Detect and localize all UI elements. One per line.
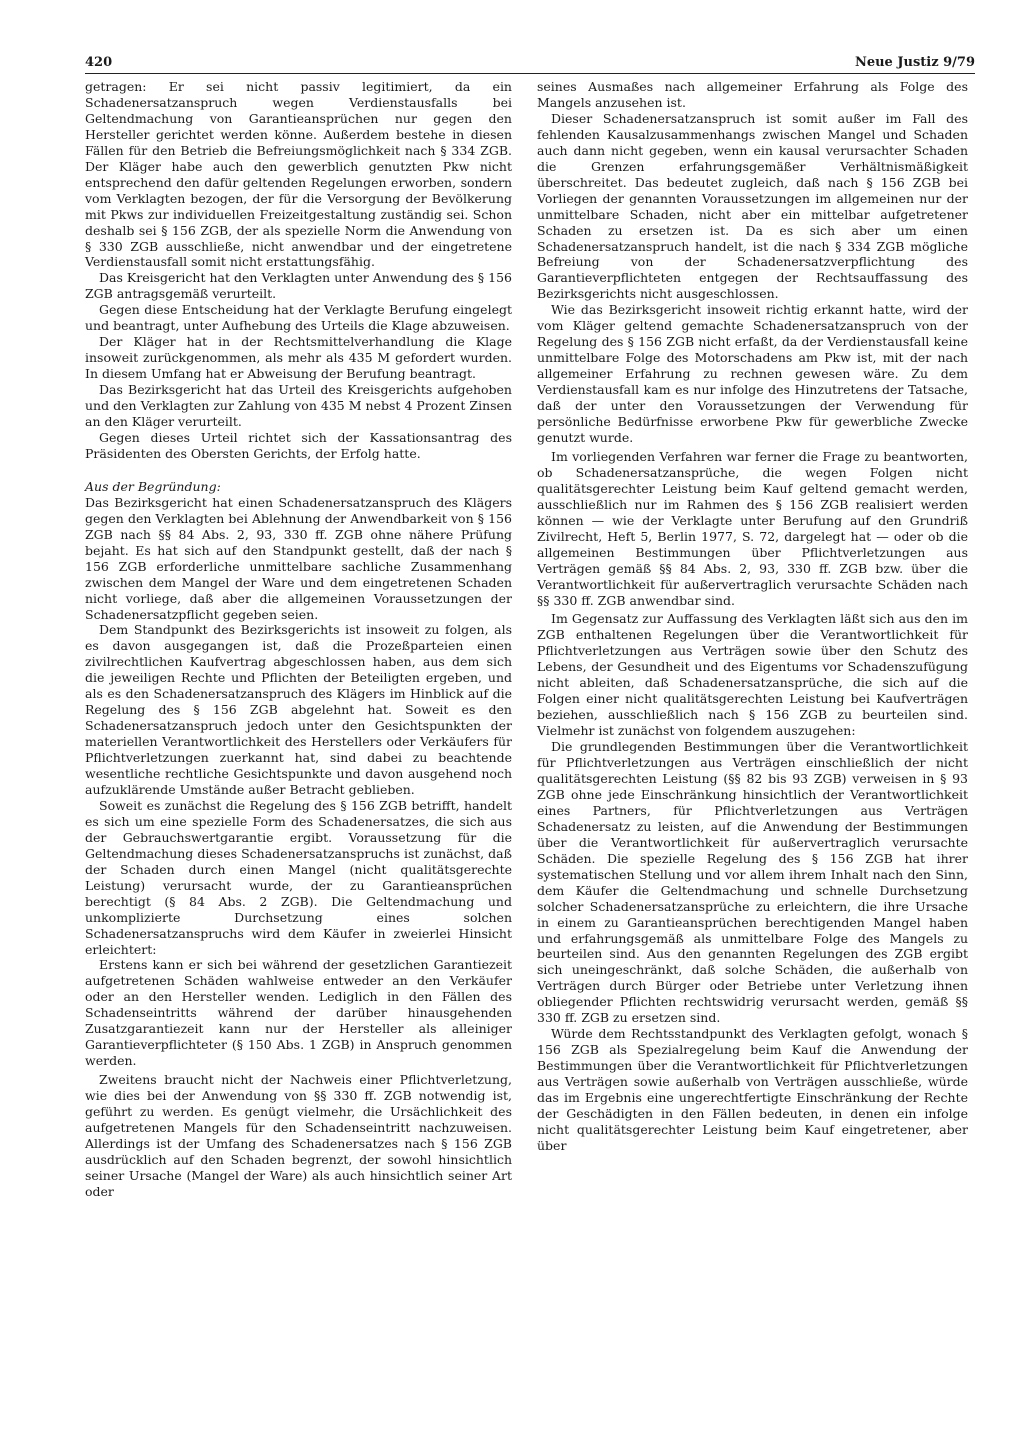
page-header xyxy=(85,55,975,74)
paragraph: Gegen diese Entscheidung hat der Verklagte Berufung eingelegt und beantragt, unter Aufhebung des Urteils die Klage abzuweisen. xyxy=(85,302,512,334)
paragraph: Wie das Bezirksgericht insoweit richtig erkannt hatte, wird der vom Kläger geltend gemachte Schadenersatzanspruch von der Regelung des § 156 ZGB nicht erfaßt, da der Verdienstausfall keine unmittelbare Folge des Motorschadens am Pkw ist, mit der nach allgemeiner Erfahrung zu rechnen gewesen wäre. Zu dem Verdienstausfall kam es nur infolge des Hinzutretens der Tatsache, daß der unter den Voraussetzungen der Verwendung für persönliche Bedürfnisse erworbene Pkw für gewerbliche Zwecke genutzt wurde. xyxy=(537,302,968,445)
right-column xyxy=(537,79,968,1154)
paragraph: Das Bezirksgericht hat einen Schadenersatzanspruch des Klägers gegen den Verklagten bei Ablehnung der Anwendbarkeit von § 156 ZGB nach §§ 84 Abs. 2, 93, 330 ff. ZGB ohne nähere Prüfung bejaht. Es hat sich auf den Standpunkt gestellt, daß der nach § 156 ZGB erforderliche unmittelbare sachliche Zusammenhang zwischen dem Mangel der Ware und dem eingetretenen Schaden nicht vorliege, daß aber die allgemeinen Voraussetzungen der Schadenersatzpflicht gegeben seien. xyxy=(85,494,512,622)
paragraph: Gegen dieses Urteil richtet sich der Kassationsantrag des Präsidenten des Obersten Gerichts, der Erfolg hatte. xyxy=(85,429,512,461)
paragraph: Das Kreisgericht hat den Verklagten unter Anwendung des § 156 ZGB antragsgemäß verurteilt. xyxy=(85,270,512,302)
paragraph: Würde dem Rechtsstandpunkt des Verklagten gefolgt, wonach § 156 ZGB als Spezialregelung beim Kauf die Anwendung der Bestimmungen über die Verantwortlichkeit für Pflichtverletzungen aus Verträgen sowie außerhalb von Verträgen ausschließe, würde das im Ergebnis eine ungerechtfertigte Einschränkung der Rechte der Geschädigten in den Fällen bedeuten, in denen ein infolge nicht qualitätsgerechter Leistung beim Kauf eingetretener, aber über xyxy=(537,1026,968,1153)
paragraph: Die grundlegenden Bestimmungen über die Verantwortlichkeit für Pflichtverletzungen aus Verträgen einschließlich der nicht qualitätsgerechten Leistung (§§ 82 bis 93 ZGB) verweisen in § 93 ZGB ohne jede Einschränkung hinsichtlich der Verantwortlichkeit eines Partners, für Pflichtverletzungen aus Verträgen Schadenersatz zu leisten, auf die Anwendung der Bestimmungen über die Verantwortlichkeit für außervertraglich verursachte Schäden. Die spezielle Regelung des § 156 ZGB hat ihrer systematischen Stellung und vor allem ihrem Inhalt nach den Sinn, dem Käufer die Geltendmachung und schnelle Durchsetzung solcher Schadenersatzansprüche zu erleichtern, die ihre Ursache in einem zu Garantieansprüchen berechtigenden Mangel haben und erfahrungsgemäß als unmittelbare Folge des Mangels zu beurteilen sind. Aus den genannten Regelungen des ZGB ergibt sich uneingeschränkt, daß solche Schäden, die außerhalb von Verträgen durch Bürger oder Betriebe unter Verletzung ihnen obliegender Pflichten rechtswidrig verursacht werden, gemäß §§ 330 ff. ZGB zu ersetzen sind. xyxy=(537,739,968,1026)
paragraph: Dem Standpunkt des Bezirksgerichts ist insoweit zu folgen, als es davon ausgegangen ist, daß die Prozeßparteien einen zivilrechtlichen Kaufvertrag abgeschlossen haben, aus dem sich die jeweiligen Rechte und Pflichten der Beteiligten ergeben, und als es den Schadenersatzanspruch des Klägers im Hinblick auf die Regelung des § 156 ZGB abgelehnt hat. Soweit es den Schadenersatzanspruch jedoch unter den Gesichtspunkten der materiellen Verantwortlichkeit des Herstellers oder Verkäufers für Pflichtverletzungen zuerkannt hat, sind dabei zu beachtende wesentliche rechtliche Gesichtspunkte und davon ausgehend noch aufzuklärende Umstände außer Betracht geblieben. xyxy=(85,622,512,797)
journal-title: Neue Justiz 9/79 xyxy=(854,55,975,70)
paragraph: Im Gegensatz zur Auffassung des Verklagten läßt sich aus den im ZGB enthaltenen Regelungen über die Verantwortlichkeit für Pflichtverletzungen aus Verträgen sowie über den Schutz des Lebens, der Gesundheit und des Eigentums vor Schadenszufügung nicht ableiten, daß Schadenersatzansprüche, die sich auf die Folgen einer nicht qualitätsgerechten Leistung bei Kaufverträgen beziehen, ausschließlich nach § 156 ZGB zu beurteilen sind. Vielmehr ist zunächst von folgendem auszugehen: xyxy=(537,611,968,739)
left-column xyxy=(85,79,512,1200)
paragraph: seines Ausmaßes nach allgemeiner Erfahrung als Folge des Mangels anzusehen ist. xyxy=(537,79,968,110)
paragraph: Dieser Schadenersatzanspruch ist somit außer im Fall des fehlenden Kausalzusammenhangs zwischen Mangel und Schaden auch dann nicht gegeben, wenn ein kausal verursachter Schaden die Grenzen erfahrungsgemäßer Verhältnismäßigkeit überschreitet. Das bedeutet zugleich, daß nach § 156 ZGB bei Vorliegen der genannten Voraussetzungen im allgemeinen nur der unmittelbare Schaden, nicht aber ein mittelbar aufgetretener Schaden zu ersetzen ist. Da es sich aber um einen Schadenersatzanspruch handelt, ist die nach § 334 ZGB mögliche Befreiung von der Schadenersatzverpflichtung des Garantieverpflichteten entgegen der Rechtsauffassung des Bezirksgerichts nicht ausgeschlossen. xyxy=(537,110,968,302)
paragraph: Zweitens braucht nicht der Nachweis einer Pflichtverletzung, wie dies bei der Anwendung von §§ 330 ff. ZGB notwendig ist, geführt zu werden. Es genügt vielmehr, die Ursächlichkeit des aufgetretenen Mangels für den Schadenseintritt nachzuweisen. Allerdings ist der Umfang des Schadenersatzes nach § 156 ZGB ausdrücklich auf den Schaden begrenzt, der sowohl hinsichtlich seiner Ursache (Mangel der Ware) als auch hinsichtlich seiner Art oder xyxy=(85,1072,512,1199)
section-heading: Aus der Begründung: xyxy=(85,478,221,494)
paragraph: Soweit es zunächst die Regelung des § 156 ZGB betrifft, handelt es sich um eine spezielle Form des Schadenersatzes, die sich aus der Gebrauchswertgarantie ergibt. Voraussetzung für die Geltendmachung dieses Schadenersatzanspruchs ist zunächst, daß der Schaden durch einen Mangel (nicht qualitätsgerechte Leistung) verursacht wurde, der zu Garantieansprüchen berechtigt (§ 84 Abs. 2 ZGB). Die Geltendmachung und unkomplizierte Durchsetzung eines solchen Schadenersatzanspruchs wird dem Käufer in zweierlei Hinsicht erleichtert: xyxy=(85,797,512,957)
paragraph: Das Bezirksgericht hat das Urteil des Kreisgerichts aufgehoben und den Verklagten zur Zahlung von 435 M nebst 4 Prozent Zinsen an den Kläger verurteilt. xyxy=(85,382,512,430)
paragraph: Der Kläger hat in der Rechtsmittelverhandlung die Klage insoweit zurückgenommen, als mehr als 435 M gefordert wurden. In diesem Umfang hat er Abweisung der Berufung beantragt. xyxy=(85,334,512,382)
paragraph: getragen: Er sei nicht passiv legitimiert, da ein Schadenersatzanspruch wegen Verdienstausfalls bei Geltendmachung von Garantieansprüchen nur gegen den Hersteller gerichtet werden könne. Außerdem bestehe in diesen Fällen für den Betrieb die Befreiungsmöglichkeit nach § 334 ZGB. Der Kläger habe auch den gewerblich genutzten Pkw nicht entsprechend den dafür geltenden Regelungen erworben, sondern vom Verklagten bezogen, der für die Versorgung der Bevölkerung mit Pkws zur individuellen Freizeitgestaltung zuständig sei. Schon deshalb sei § 156 ZGB, der als spezielle Norm die Anwendung von § 330 ZGB ausschließe, nicht anwendbar und der eingetretene Verdienstausfall somit nicht erstattungsfähig. xyxy=(85,79,512,270)
page-number: 420 xyxy=(85,55,113,70)
paragraph: Im vorliegenden Verfahren war ferner die Frage zu beantworten, ob Schadenersatzansprüche, die wegen Folgen nicht qualitätsgerechter Leistung beim Kauf geltend gemacht werden, ausschließlich nur im Rahmen des § 156 ZGB realisiert werden können — wie der Verklagte unter Berufung auf den Grundriß Zivilrecht, Heft 5, Berlin 1977, S. 72, dargelegt hat — oder ob die allgemeinen Bestimmungen über Pflichtverletzungen aus Verträgen gemäß §§ 84 Abs. 2, 93, 330 ff. ZGB bzw. über die Verantwortlichkeit für außervertraglich verursachte Schäden nach §§ 330 ff. ZGB anwendbar sind. xyxy=(537,448,968,608)
paragraph: Erstens kann er sich bei während der gesetzlichen Garantiezeit aufgetretenen Schäden wahlweise entweder an den Verkäufer oder an den Hersteller wenden. Lediglich in den Fällen des Schadenseintritts während der darüber hinausgehenden Zusatzgarantiezeit kann nur der Hersteller als alleiniger Garantieverpflichteter (§ 150 Abs. 1 ZGB) in Anspruch genommen werden. xyxy=(85,957,512,1069)
